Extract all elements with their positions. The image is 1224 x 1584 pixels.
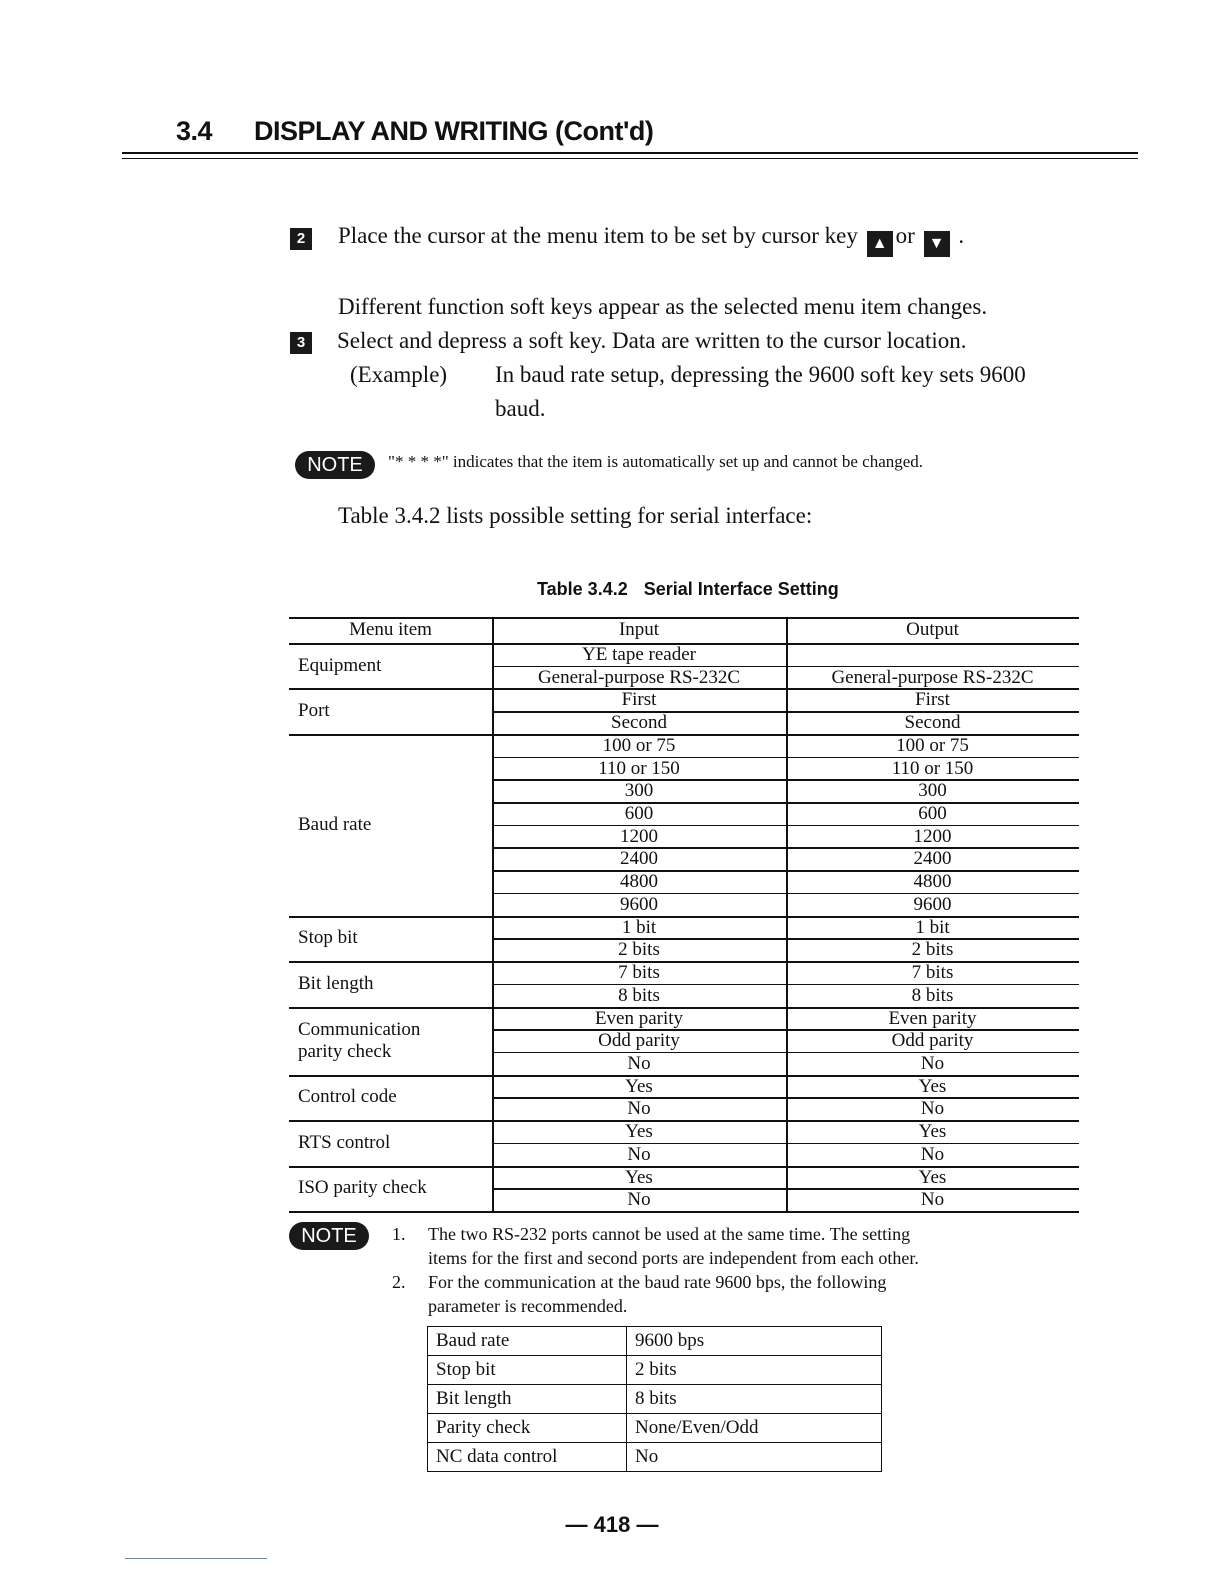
step-2-continuation: Different function soft keys appear as the selected menu item changes.: [338, 294, 988, 319]
note-badge-2: NOTE: [289, 1222, 369, 1250]
output-value: Even parity: [888, 1007, 977, 1029]
input-value: 2 bits: [618, 939, 660, 961]
output-value: Yes: [918, 1075, 947, 1097]
output-value: 1200: [913, 825, 952, 847]
note-2-item-1-line-2: items for the first and second ports are independent from each other.: [428, 1248, 919, 1268]
step-2-instruction: Place the cursor at the menu item to be set by cursor key: [338, 223, 858, 248]
input-value: Yes: [625, 1075, 653, 1097]
input-value: 600: [624, 803, 654, 825]
output-value: Odd parity: [891, 1030, 974, 1052]
param-key: Stop bit: [428, 1356, 627, 1385]
input-value: Second: [611, 712, 667, 734]
column-header-input: Input: [618, 619, 660, 640]
output-value: 7 bits: [911, 962, 954, 984]
menu-item-label: Communication: [298, 1018, 421, 1040]
output-value: 9600: [913, 893, 952, 915]
menu-item-label: parity check: [298, 1040, 392, 1062]
input-value: 2400: [620, 848, 658, 870]
input-value: 1 bit: [621, 916, 657, 938]
input-value: 9600: [620, 893, 658, 915]
example-line-1: In baud rate setup, depressing the 9600 soft key sets 9600: [495, 362, 1026, 387]
output-value: 2400: [913, 848, 952, 870]
note-1-text: "* * * *" indicates that the item is automatically set up and cannot be changed.: [388, 452, 924, 471]
param-key: Parity check: [428, 1414, 627, 1443]
output-value: 1 bit: [915, 916, 950, 938]
note-badge: NOTE: [295, 451, 375, 479]
menu-item-label: Equipment: [298, 654, 382, 676]
param-key: Baud rate: [428, 1327, 627, 1356]
output-value: 300: [918, 780, 947, 802]
serial-interface-table: [289, 617, 1079, 1211]
input-value: 7 bits: [618, 962, 660, 984]
header-rule: [122, 152, 1138, 154]
output-value: General-purpose RS-232C: [831, 666, 1034, 688]
note-2-item-1-number: 1.: [392, 1224, 406, 1244]
output-value: No: [920, 1052, 945, 1074]
cursor-down-key-icon: ▼: [924, 231, 950, 257]
step-3-marker: 3: [290, 332, 312, 354]
input-value: Yes: [625, 1121, 653, 1143]
note-2-item-1: [392, 1222, 1022, 1270]
param-value: 9600 bps: [627, 1327, 882, 1356]
input-value: No: [627, 1189, 651, 1211]
column-header-output: Output: [906, 619, 959, 640]
section-title: DISPLAY AND WRITING (Cont'd): [254, 116, 654, 146]
input-value: 8 bits: [618, 984, 660, 1006]
table-row: [428, 1385, 882, 1414]
input-value: 1200: [620, 825, 658, 847]
header-rule-thin: [122, 158, 1138, 159]
step-2-connector: or: [895, 223, 915, 248]
step-2-end: .: [958, 223, 965, 248]
page-number: — 418 —: [565, 1512, 659, 1537]
menu-item-label: RTS control: [298, 1131, 391, 1153]
output-value: 600: [918, 803, 947, 825]
input-value: Odd parity: [598, 1030, 680, 1052]
section-header: [176, 116, 653, 147]
param-value: 8 bits: [627, 1385, 882, 1414]
output-value: No: [920, 1098, 945, 1120]
input-value: General-purpose RS-232C: [537, 666, 741, 688]
input-value: No: [627, 1052, 651, 1074]
output-value: 8 bits: [911, 984, 954, 1006]
output-value: 110 or 150: [891, 757, 974, 779]
column-rule: [786, 617, 788, 1211]
param-key: NC data control: [428, 1443, 627, 1472]
output-value: No: [920, 1189, 945, 1211]
menu-item-label: Stop bit: [298, 927, 358, 949]
input-value: No: [627, 1143, 651, 1165]
output-value: 2 bits: [911, 939, 954, 961]
step-2-text: [338, 223, 964, 257]
step-2-marker: 2: [290, 228, 312, 250]
column-header-menu-item: Menu item: [349, 619, 432, 640]
intro-text: Table 3.4.2 lists possible setting for serial interface:: [338, 503, 813, 528]
menu-item-label: Port: [298, 700, 330, 722]
output-value: Yes: [918, 1166, 947, 1188]
column-rule: [492, 617, 494, 1211]
table-row: [428, 1414, 882, 1443]
menu-item-label: Baud rate: [298, 813, 372, 835]
output-value: Yes: [918, 1121, 947, 1143]
menu-item-label: Bit length: [298, 972, 374, 994]
param-key: Bit length: [428, 1385, 627, 1414]
param-value: 2 bits: [627, 1356, 882, 1385]
menu-item-label: ISO parity check: [298, 1177, 427, 1199]
output-value: First: [915, 689, 950, 711]
cursor-up-key-icon: ▲: [867, 231, 893, 257]
output-value: 4800: [913, 871, 952, 893]
note-2-item-2: [392, 1270, 1022, 1318]
input-value: First: [621, 689, 657, 711]
input-value: No: [627, 1098, 651, 1120]
section-number: 3.4: [176, 116, 213, 146]
footer-rule: [125, 1558, 267, 1559]
example-line-2: baud.: [495, 396, 546, 421]
output-value: Second: [904, 712, 961, 734]
note-2-item-2-line-1: For the communication at the baud rate 9600 bps, the following: [428, 1272, 887, 1292]
table-row: [428, 1443, 882, 1472]
input-value: 100 or 75: [602, 734, 676, 756]
example-label: (Example): [350, 362, 448, 387]
note-2-item-2-number: 2.: [392, 1272, 406, 1292]
input-value: Yes: [625, 1166, 653, 1188]
note-2-item-1-line-1: The two RS-232 ports cannot be used at the same time. The setting: [428, 1224, 911, 1244]
table-caption-number: Table 3.4.2: [537, 579, 628, 599]
table-row: [428, 1356, 882, 1385]
table-row: [428, 1327, 882, 1356]
recommended-parameter-table: [427, 1326, 882, 1472]
group-rule: [289, 1211, 1079, 1213]
table-caption: [537, 579, 839, 600]
input-value: YE tape reader: [582, 644, 696, 665]
output-value: 100 or 75: [896, 734, 969, 756]
output-value: No: [920, 1143, 945, 1165]
menu-item-label: Control code: [298, 1086, 397, 1108]
note-2-item-2-line-2: parameter is recommended.: [428, 1296, 628, 1316]
param-value: No: [627, 1443, 882, 1472]
input-value: 110 or 150: [598, 757, 680, 779]
param-value: None/Even/Odd: [627, 1414, 882, 1443]
input-value: Even parity: [594, 1007, 684, 1029]
table-caption-title: Serial Interface Setting: [643, 579, 839, 599]
input-value: 300: [624, 780, 654, 802]
step-3-text: Select and depress a soft key. Data are written to the cursor location.: [337, 328, 967, 353]
input-value: 4800: [620, 871, 658, 893]
